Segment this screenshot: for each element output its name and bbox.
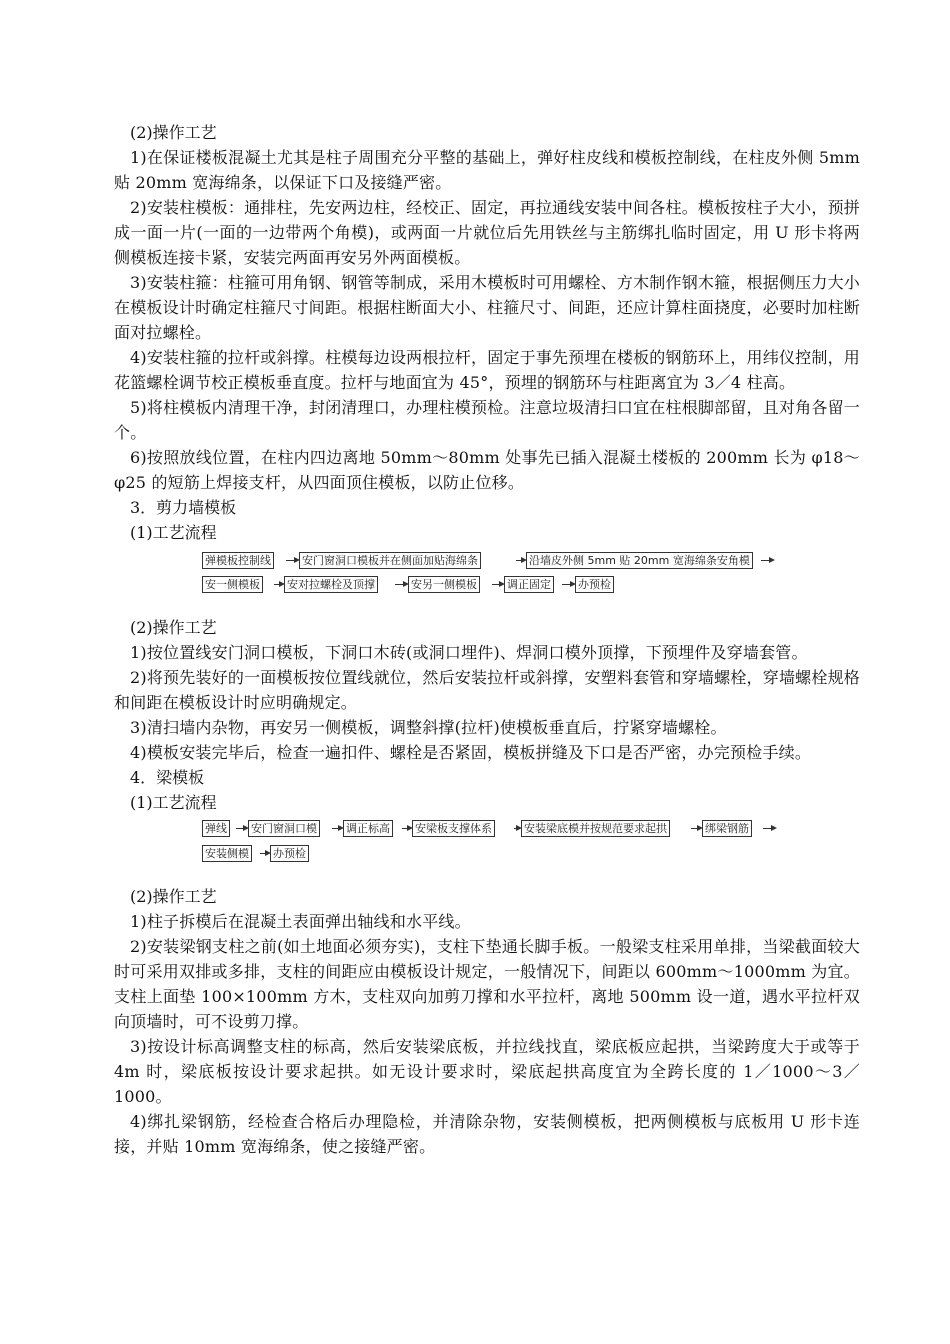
paragraph: 1)按位置线安门洞口模板，下洞口木砖(或洞口埋件)、焊洞口模外顶撑，下预埋件及穿墙套管。 <box>130 643 808 662</box>
flow-step: 安门窗洞口模板并在侧面加贴海绵条 <box>299 552 481 569</box>
subsection-heading: (2)操作工艺 <box>130 618 217 637</box>
paragraph: 4)绑扎梁钢筋，经检查合格后办理隐检，并清除杂物，安装侧模板，把两侧模板与底板用 U 形卡连接，并贴 10mm 宽海绵条，使之接缝严密。 <box>114 1112 860 1156</box>
flow-step: 弹线 <box>202 820 230 837</box>
arrow-icon <box>691 828 701 829</box>
section-title: 3．剪力墙模板 <box>130 498 237 517</box>
process-flow-diagram <box>114 548 860 598</box>
flow-step: 办预检 <box>575 576 614 593</box>
paragraph: 5)将柱模板内清理干净，封闭清理口，办理柱模预检。注意垃圾清扫口宜在柱根脚部留，且对角各留一个。 <box>114 398 860 442</box>
flow-step: 弹模板控制线 <box>202 552 274 569</box>
flow-step: 安一侧模板 <box>202 576 263 593</box>
flow-step: 办预检 <box>270 845 309 862</box>
arrow-icon <box>763 828 775 829</box>
arrow-icon <box>402 828 411 829</box>
paragraph: 2)安装梁钢支柱之前(如土地面必须夯实)，支柱下垫通长脚手板。一般梁支柱采用单排，当梁截面较大时可采用双排或多排，支柱的间距应由模板设计规定，一般情况下，间距以 600mm～1000mm 为宜。支柱上面垫 100×100mm 方木，支柱双向加剪刀撑和水平拉杆，离地 500mm 设一道，遇水平拉杆双向顶墙时，可不设剪刀撑。 <box>114 937 860 1031</box>
arrow-icon <box>492 584 503 585</box>
arrow-icon <box>286 560 298 561</box>
arrow-icon <box>260 853 269 854</box>
subsection-heading: (1)工艺流程 <box>130 523 217 542</box>
flow-step: 安门窗洞口模 <box>248 820 320 837</box>
section-title: 4．梁模板 <box>130 768 205 787</box>
paragraph: 4)安装柱箍的拉杆或斜撑。柱模每边设两根拉杆，固定于事先预埋在楼板的钢筋环上，用纬仪控制，用花篮螺栓调节校正模板垂直度。拉杆与地面宜为 45°，预埋的钢筋环与柱距离宜为 3／4 柱高。 <box>114 348 860 392</box>
flow-step: 调正标高 <box>343 820 393 837</box>
paragraph: 2)将预先装好的一面模板按位置线就位，然后安装拉杆或斜撑，安塑料套管和穿墙螺栓，穿墙螺栓规格和间距在模板设计时应明确规定。 <box>114 668 860 712</box>
flow-step: 安对拉螺栓及顶撑 <box>284 576 378 593</box>
arrow-icon <box>274 584 283 585</box>
subsection-heading: (2)操作工艺 <box>130 887 217 906</box>
arrow-icon <box>395 584 407 585</box>
spacer <box>114 868 860 884</box>
arrow-icon <box>516 560 525 561</box>
paragraph: 3)清扫墙内杂物，再安另一侧模板，调整斜撑(拉杆)使模板垂直后，拧紧穿墙螺栓。 <box>130 718 727 737</box>
flow-step: 安另一侧模板 <box>408 576 480 593</box>
process-flow-diagram <box>114 817 860 867</box>
arrow-icon <box>761 560 773 561</box>
paragraph: 2)安装柱模板：通排柱，先安两边柱，经校正、固定，再拉通线安装中间各柱。模板按柱子大小，预拼成一面一片(一面的一边带两个角模)，或两面一片就位后先用铁丝与主筋绑扎临时固定，用 U 形卡将两侧模板连接卡紧，安装完两面再安另外两面模板。 <box>114 198 860 267</box>
paragraph: 6)按照放线位置，在柱内四边离地 50mm～80mm 处事先已插入混凝土楼板的 200mm 长为 φ18～φ25 的短筋上焊接支杆，从四面顶住模板，以防止位移。 <box>114 448 860 492</box>
paragraph: 4)模板安装完毕后，检查一遍扣件、螺栓是否紧固，模板拼缝及下口是否严密，办完预检手续。 <box>130 743 812 762</box>
paragraph: 1)在保证楼板混凝土尤其是柱子周围充分平整的基础上，弹好柱皮线和模板控制线，在柱皮外侧 5mm 贴 20mm 宽海绵条，以保证下口及接缝严密。 <box>114 148 860 192</box>
flow-step: 安装侧模 <box>202 845 252 862</box>
arrow-icon <box>236 828 247 829</box>
paragraph: 3)按设计标高调整支柱的标高，然后安装梁底板，并拉线找直，梁底板应起拱，当梁跨度大于或等于 4m 时，梁底板按设计要求起拱。如无设计要求时，梁底起拱高度宜为全跨长度的 1／1000～3／1000。 <box>114 1037 860 1106</box>
arrow-icon <box>562 584 574 585</box>
flow-step: 调正固定 <box>504 576 554 593</box>
flow-step: 安装梁底模并按规范要求起拱 <box>521 820 670 837</box>
flow-step: 沿墙皮外侧 5mm 贴 20mm 宽海绵条安角模 <box>526 552 753 569</box>
arrow-icon <box>332 828 342 829</box>
document-body <box>114 120 860 1159</box>
arrow-icon <box>514 828 520 829</box>
paragraph: 3)安装柱箍：柱箍可用角钢、钢管等制成，采用木模板时可用螺栓、方木制作钢木箍，根据侧压力大小在模板设计时确定柱箍尺寸间距。根据柱断面大小、柱箍尺寸、间距，还应计算柱面挠度，必要时加柱断面对拉螺栓。 <box>114 273 860 342</box>
paragraph: 1)柱子拆模后在混凝土表面弹出轴线和水平线。 <box>130 912 471 931</box>
spacer <box>114 599 860 615</box>
subsection-heading: (1)工艺流程 <box>130 793 217 812</box>
section-heading: (2)操作工艺 <box>130 123 217 142</box>
flow-step: 绑梁钢筋 <box>702 820 752 837</box>
flow-step: 安梁板支撑体系 <box>412 820 495 837</box>
